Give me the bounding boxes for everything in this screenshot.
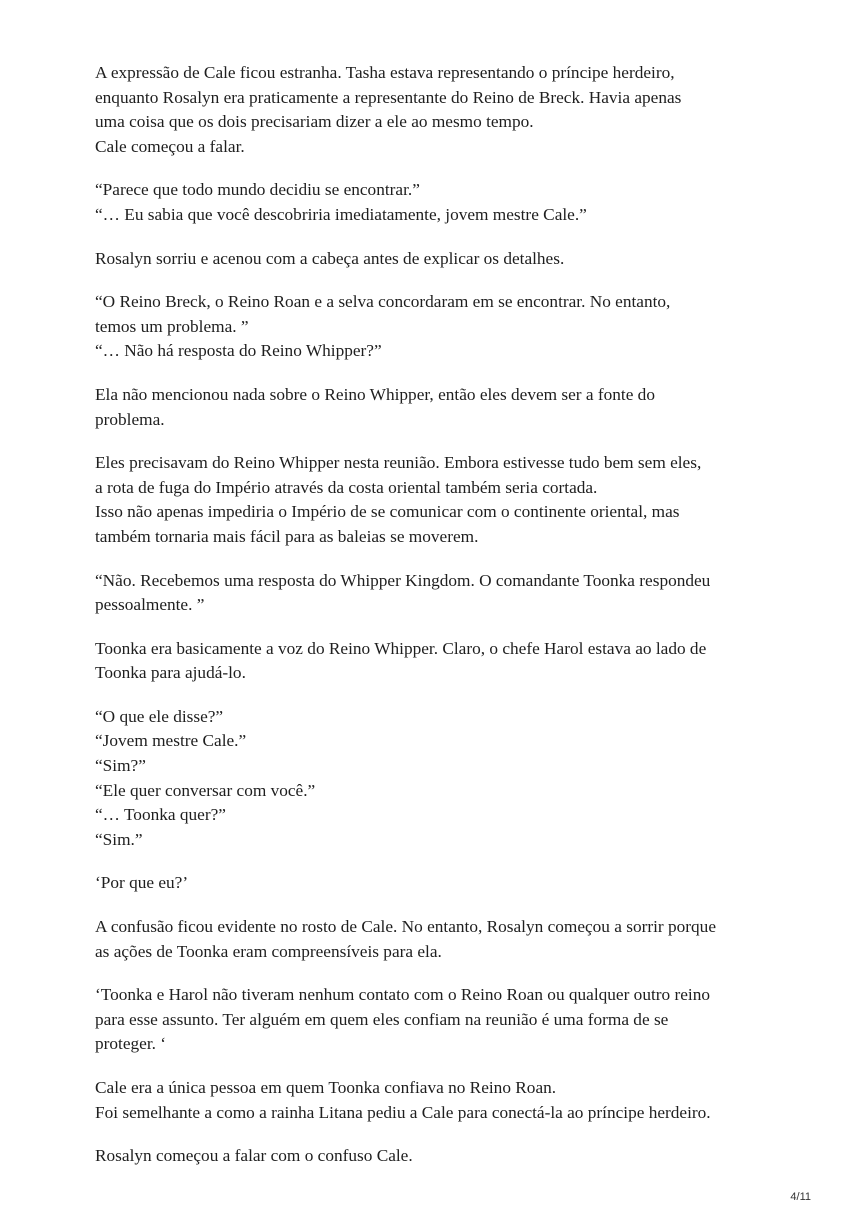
text-line: Toonka era basicamente a voz do Reino Whipper. Claro, o chefe Harol estava ao lado de <box>95 638 707 658</box>
text-line: A confusão ficou evidente no rosto de Cale. No entanto, Rosalyn começou a sorrir porque <box>95 917 716 937</box>
text-line: Eles precisavam do Reino Whipper nesta reunião. Embora estivesse tudo bem sem eles, <box>95 453 702 473</box>
text-line: “Jovem mestre Cale.” <box>95 731 247 751</box>
paragraph <box>95 705 795 853</box>
paragraph <box>95 871 795 896</box>
text-line: Cale era a única pessoa em quem Toonka confiava no Reino Roan. <box>95 1078 557 1097</box>
text-line: ‘Por que eu?’ <box>95 873 189 893</box>
text-line: a rota de fuga do Império através da costa oriental também seria cortada. <box>95 477 598 497</box>
paragraph <box>95 569 795 618</box>
paragraph <box>95 1076 795 1125</box>
text-line: “… Não há resposta do Reino Whipper?” <box>95 341 382 361</box>
text-line: “Ele quer conversar com você.” <box>95 780 316 800</box>
paragraph <box>95 247 795 272</box>
text-line: “O que ele disse?” <box>95 706 224 726</box>
text-line: problema. <box>95 409 165 429</box>
text-line: temos um problema. ” <box>95 316 249 336</box>
document-body <box>95 61 795 1188</box>
text-line: “… Eu sabia que você descobriria imediatamente, jovem mestre Cale.” <box>95 204 587 224</box>
text-line: “… Toonka quer?” <box>95 805 226 825</box>
paragraph <box>95 451 795 549</box>
paragraph <box>95 915 795 964</box>
text-line: Ela não mencionou nada sobre o Reino Whipper, então eles devem ser a fonte do <box>95 384 655 404</box>
text-line: para esse assunto. Ter alguém em quem eles confiam na reunião é uma forma de se <box>95 1009 669 1029</box>
text-line: também tornaria mais fácil para as baleias se moverem. <box>95 526 479 546</box>
text-line: “Parece que todo mundo decidiu se encontrar.” <box>95 180 420 200</box>
text-line: Toonka para ajudá-lo. <box>95 663 246 683</box>
text-line: “O Reino Breck, o Reino Roan e a selva concordaram em se encontrar. No entanto, <box>95 292 671 312</box>
paragraph <box>95 61 795 159</box>
text-line: as ações de Toonka eram compreensíveis para ela. <box>95 941 442 961</box>
paragraph <box>95 383 795 432</box>
text-line: Cale começou a falar. <box>95 136 245 156</box>
text-line: proteger. ‘ <box>95 1034 167 1054</box>
paragraph <box>95 983 795 1057</box>
text-line: Rosalyn sorriu e acenou com a cabeça antes de explicar os detalhes. <box>95 248 565 268</box>
text-line: “Sim.” <box>95 829 143 849</box>
paragraph <box>95 1144 795 1169</box>
text-line: Isso não apenas impediria o Império de se comunicar com o continente oriental, mas <box>95 502 680 522</box>
text-line: enquanto Rosalyn era praticamente a representante do Reino de Breck. Havia apenas <box>95 87 682 107</box>
paragraph <box>95 637 795 686</box>
page-number: 4/11 <box>790 1191 811 1203</box>
text-line: ‘Toonka e Harol não tiveram nenhum contato com o Reino Roan ou qualquer outro reino <box>95 985 710 1005</box>
paragraph <box>95 290 795 364</box>
text-line: “Não. Recebemos uma resposta do Whipper Kingdom. O comandante Toonka respondeu <box>95 570 711 590</box>
text-line: pessoalmente. ” <box>95 595 205 615</box>
text-line: Foi semelhante a como a rainha Litana pediu a Cale para conectá-la ao príncipe herdeiro. <box>95 1102 711 1122</box>
text-line: Rosalyn começou a falar com o confuso Cale. <box>95 1146 413 1166</box>
text-line: uma coisa que os dois precisariam dizer a ele ao mesmo tempo. <box>95 112 534 132</box>
paragraph <box>95 178 795 227</box>
text-line: A expressão de Cale ficou estranha. Tasha estava representando o príncipe herdeiro, <box>95 63 675 82</box>
text-line: “Sim?” <box>95 756 146 776</box>
